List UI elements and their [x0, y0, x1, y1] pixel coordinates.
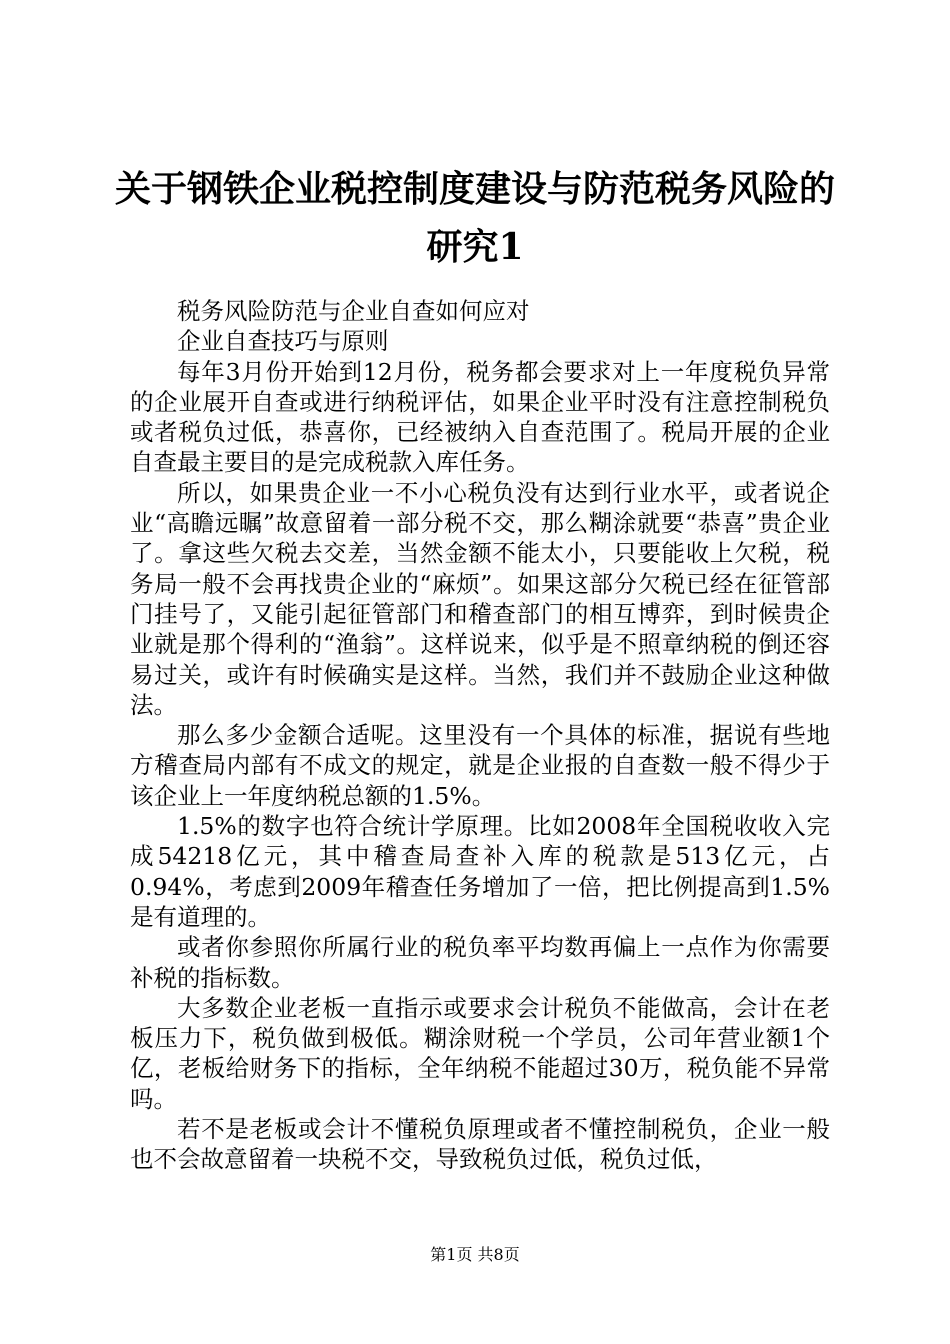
- paragraph: 若不是老板或会计不懂税负原理或者不懂控制税负，企业一般也不会故意留着一块税不交，导致税负过低，税负过低，: [130, 1115, 830, 1174]
- paragraph: 每年3月份开始到12月份，税务都会要求对上一年度税负异常的企业展开自查或进行纳税评估，如果企业平时没有注意控制税负或者税负过低，恭喜你，已经被纳入自查范围了。税局开展的企业自查最主要目的是完成税款入库任务。: [130, 357, 830, 477]
- paragraph: 或者你参照你所属行业的税负率平均数再偏上一点作为你需要补税的指标数。: [130, 933, 830, 992]
- paragraph: 所以，如果贵企业一不小心税负没有达到行业水平，或者说企业“高瞻远瞩”故意留着一部分税不交，那么糊涂就要“恭喜”贵企业了。拿这些欠税去交差，当然金额不能太小，只要能收上欠税，税务局一般不会再找贵企业的“麻烦”。如果这部分欠税已经在征管部门挂号了，又能引起征管部门和稽查部门的相互博弈，到时候贵企业就是那个得利的“渔翁”。这样说来，似乎是不照章纳税的倒还容易过关，或许有时候确实是这样。当然，我们并不鼓励企业这种做法。: [130, 478, 830, 719]
- page-number-footer: 第1页 共8页: [430, 1245, 520, 1264]
- title-line-2: 研究1: [426, 226, 524, 268]
- paragraph: 1.5%的数字也符合统计学原理。比如2008年全国税收收入完成54218亿元，其中稽查局查补入库的税款是513亿元，占0.94%，考虑到2009年稽查任务增加了一倍，把比例提高到1.5%是有道理的。: [130, 812, 830, 931]
- paragraph-subheading-2: 企业自查技巧与原则: [177, 327, 389, 356]
- paragraph-subheading-1: 税务风险防范与企业自查如何应对: [177, 297, 530, 325]
- document-title: [110, 160, 840, 276]
- title-line-1: 关于钢铁企业税控制度建设与防范税务风险的: [114, 168, 835, 210]
- paragraph: 那么多少金额合适呢。这里没有一个具体的标准，据说有些地方稽查局内部有不成文的规定，就是企业报的自查数一般不得少于该企业上一年度纳税总额的1.5%。: [130, 721, 830, 810]
- document-body: [130, 296, 830, 1175]
- paragraph: 大多数企业老板一直指示或要求会计税负不能做高，会计在老板压力下，税负做到极低。糊涂财税一个学员，公司年营业额1个亿，老板给财务下的指标，全年纳税不能超过30万，税负能不异常吗。: [130, 993, 830, 1113]
